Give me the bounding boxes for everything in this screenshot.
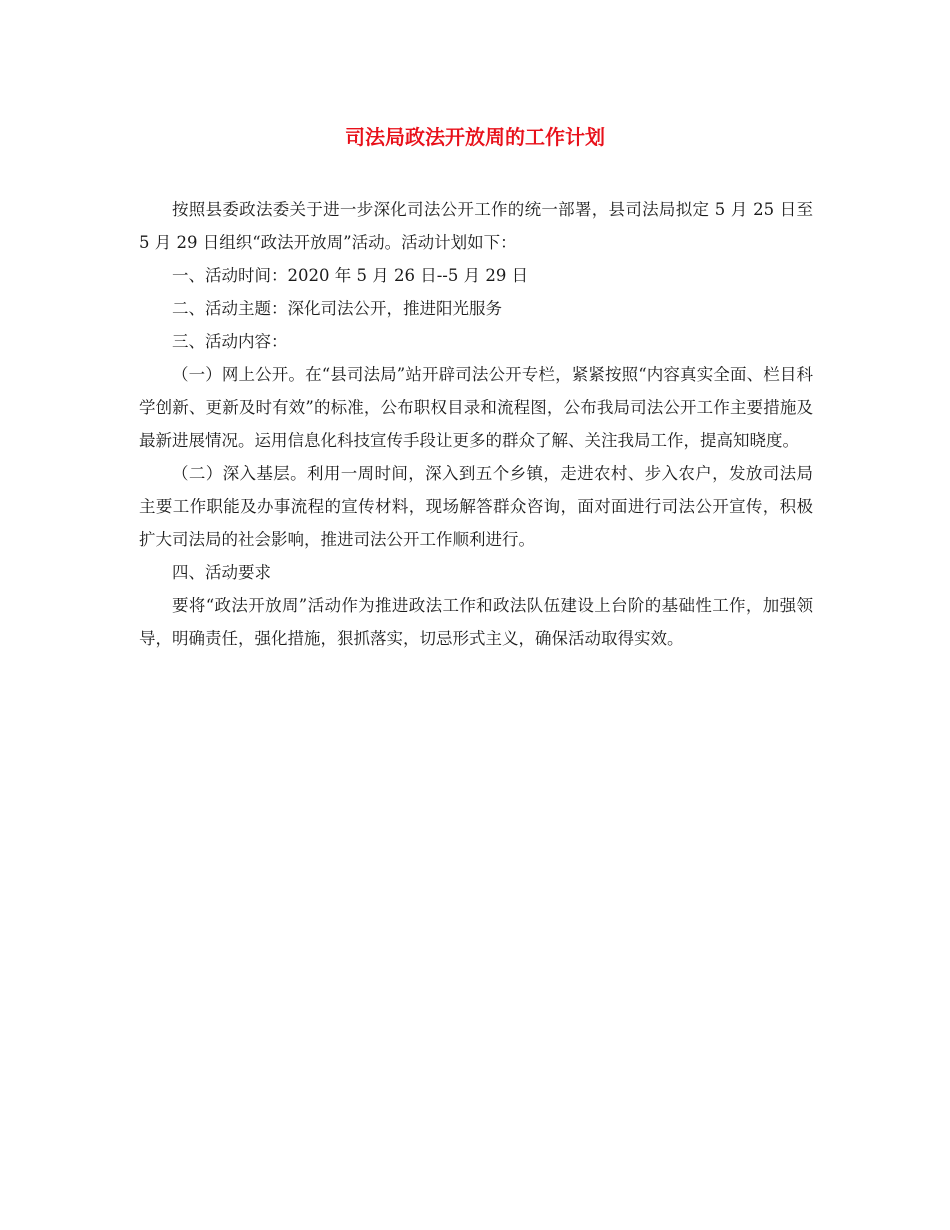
document-body	[139, 193, 813, 655]
paragraph-activity-content-heading: 三、活动内容：	[172, 332, 288, 351]
paragraph-requirements-heading: 四、活动要求	[172, 563, 271, 582]
paragraph-intro: 按照县委政法委关于进一步深化司法公开工作的统一部署，县司法局拟定 5 月 25 日至 5 月 29 日组织“政法开放周”活动。活动计划如下：	[139, 200, 813, 252]
document-title: 司法局政法开放周的工作计划	[345, 125, 605, 149]
paragraph-requirements: 要将“政法开放周”活动作为推进政法工作和政法队伍建设上台阶的基础性工作，加强领导，明确责任，强化措施，狠抓落实，切忌形式主义，确保活动取得实效。	[139, 596, 813, 648]
paragraph-grassroots: （二）深入基层。利用一周时间，深入到五个乡镇，走进农村、步入农户，发放司法局主要工作职能及办事流程的宣传材料，现场解答群众咨询，面对面进行司法公开宣传，积极扩大司法局的社会影响，推进司法公开工作顺利进行。	[139, 464, 813, 549]
paragraph-activity-theme: 二、活动主题：深化司法公开，推进阳光服务	[172, 299, 502, 318]
paragraph-activity-time: 一、活动时间：2020 年 5 月 26 日--5 月 29 日	[172, 266, 529, 285]
paragraph-online-disclosure: （一）网上公开。在“县司法局”站开辟司法公开专栏，紧紧按照“内容真实全面、栏目科学创新、更新及时有效”的标准，公布职权目录和流程图，公布我局司法公开工作主要措施及最新进展情况。运用信息化科技宣传手段让更多的群众了解、关注我局工作，提高知晓度。	[139, 365, 813, 450]
